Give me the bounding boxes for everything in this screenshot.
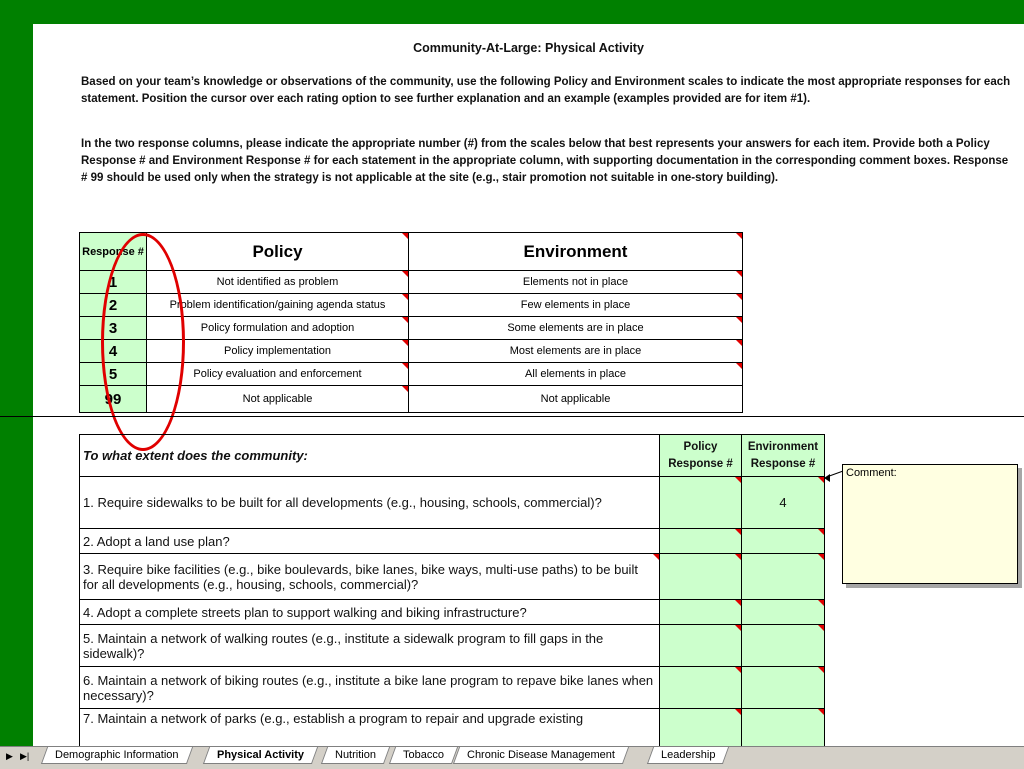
comment-indicator-icon	[818, 709, 824, 715]
questions-header[interactable]: To what extent does the community:	[80, 435, 660, 477]
scale-policy-cell[interactable]	[147, 294, 409, 317]
scale-policy-cell[interactable]	[147, 317, 409, 340]
policy-response-cell[interactable]	[660, 625, 742, 667]
question-cell[interactable]: 6. Maintain a network of biking routes (e.g., institute a bike lane program to repave bike lanes when necessary)?	[80, 667, 660, 709]
comment-indicator-icon	[735, 477, 741, 483]
scale-header-response[interactable]: Response #	[80, 233, 147, 271]
tab-label: Physical Activity	[217, 749, 305, 761]
scale-environment-text: Most elements are in place	[509, 345, 642, 357]
question-cell[interactable]: 4. Adopt a complete streets plan to support walking and biking infrastructure?	[80, 600, 660, 625]
comment-indicator-icon	[735, 554, 741, 560]
question-cell[interactable]: 7. Maintain a network of parks (e.g., establish a program to repair and upgrade existing	[80, 709, 660, 747]
policy-response-cell[interactable]	[660, 600, 742, 625]
scale-environment-text: Elements not in place	[522, 276, 629, 288]
comment-indicator-icon	[736, 294, 742, 300]
tab-label: Leadership	[661, 749, 716, 761]
policy-response-cell[interactable]	[660, 709, 742, 747]
frozen-pane-divider	[33, 416, 1024, 417]
scale-policy-cell[interactable]	[147, 340, 409, 363]
scale-environment-text: Few elements in place	[520, 299, 631, 311]
scale-policy-text: Policy evaluation and enforcement	[193, 368, 362, 380]
comment-indicator-icon	[735, 667, 741, 673]
scale-num-cell[interactable]: 5	[80, 363, 147, 386]
comment-indicator-icon	[736, 271, 742, 277]
comment-indicator-icon	[402, 317, 408, 323]
comment-indicator-icon	[735, 529, 741, 535]
comment-indicator-icon	[735, 625, 741, 631]
policy-response-cell[interactable]	[660, 477, 742, 529]
question-text: 3. Require bike facilities (e.g., bike boulevards, bike lanes, bike ways, multi-use paths) to be built for all developments (e.g., housing, schools, commercial)?	[83, 561, 638, 592]
scale-policy-cell[interactable]	[147, 386, 409, 413]
comment-label: Comment:	[846, 467, 897, 479]
tab-demographic-information[interactable]	[41, 747, 193, 764]
comment-indicator-icon	[818, 600, 824, 606]
comment-indicator-icon	[735, 709, 741, 715]
comment-indicator-icon	[735, 600, 741, 606]
scale-policy-cell[interactable]	[147, 363, 409, 386]
comment-indicator-icon	[818, 625, 824, 631]
tab-tobacco[interactable]	[389, 747, 458, 764]
scale-environment-cell[interactable]: Not applicable	[409, 386, 743, 413]
scale-environment-cell[interactable]	[409, 340, 743, 363]
frozen-pane-divider-left	[0, 416, 33, 417]
last-sheet-icon[interactable]: ▶|	[20, 751, 30, 761]
tab-physical-activity[interactable]	[203, 747, 318, 764]
scale-header-environment[interactable]	[409, 233, 743, 271]
scale-header-policy[interactable]	[147, 233, 409, 271]
scale-policy-text: Policy implementation	[224, 345, 331, 357]
comment-indicator-icon	[402, 340, 408, 346]
tab-label: Nutrition	[335, 749, 376, 761]
page-title: Community-At-Large: Physical Activity	[413, 41, 644, 55]
next-sheet-icon[interactable]: ▶	[6, 751, 13, 761]
scale-num-cell[interactable]: 4	[80, 340, 147, 363]
comment-indicator-icon	[736, 340, 742, 346]
environment-response-cell[interactable]	[742, 554, 825, 600]
question-cell[interactable]: 2. Adopt a land use plan?	[80, 529, 660, 554]
scale-header-environment-label: Environment	[523, 241, 628, 261]
comment-indicator-icon	[736, 363, 742, 369]
environment-response-cell[interactable]	[742, 529, 825, 554]
tab-chronic-disease-management[interactable]	[453, 747, 629, 764]
scale-policy-text: Problem identification/gaining agenda status	[169, 299, 386, 311]
scale-environment-text: All elements in place	[525, 368, 626, 380]
question-cell[interactable]: 1. Require sidewalks to be built for all developments (e.g., housing, schools, commercial)?	[80, 477, 660, 529]
comment-indicator-icon	[402, 271, 408, 277]
question-cell[interactable]: 5. Maintain a network of walking routes (e.g., institute a sidewalk program to fill gaps in the sidewalk)?	[80, 625, 660, 667]
comment-indicator-icon	[736, 233, 742, 239]
environment-response-cell[interactable]	[742, 600, 825, 625]
environment-response-cell[interactable]	[742, 667, 825, 709]
instructions-paragraph-1: Based on your team’s knowledge or observations of the community, use the following Policy and Environment scales to indicate the most appropriate responses for each statement. Position the cursor over each rating option to see further explanation and an example (examples provided are for item #1).	[81, 76, 1011, 105]
comment-indicator-icon	[653, 554, 659, 560]
environment-response-header[interactable]: Environment Response #	[742, 435, 825, 477]
tab-leadership[interactable]	[647, 747, 730, 764]
questions-table	[79, 434, 825, 746]
comment-pointer-arrow-icon	[824, 474, 830, 482]
scale-num-cell[interactable]: 1	[80, 271, 147, 294]
scale-header-policy-label: Policy	[252, 241, 303, 261]
environment-response-value: 4	[779, 495, 787, 510]
question-cell[interactable]	[80, 554, 660, 600]
scale-policy-text: Policy formulation and adoption	[200, 322, 355, 334]
comment-indicator-icon	[818, 529, 824, 535]
scale-environment-cell[interactable]	[409, 271, 743, 294]
scale-policy-text: Not applicable	[242, 393, 313, 405]
policy-response-cell[interactable]	[660, 667, 742, 709]
tab-label: Tobacco	[403, 749, 444, 761]
sheet-tab-bar	[0, 746, 1024, 769]
comment-indicator-icon	[818, 554, 824, 560]
scale-environment-cell[interactable]	[409, 294, 743, 317]
scale-environment-cell[interactable]	[409, 363, 743, 386]
tab-nutrition[interactable]	[321, 747, 390, 764]
tab-label: Chronic Disease Management	[467, 749, 615, 761]
environment-response-cell[interactable]	[742, 709, 825, 747]
comment-indicator-icon	[402, 233, 408, 239]
scale-policy-cell[interactable]	[147, 271, 409, 294]
policy-response-header[interactable]: Policy Response #	[660, 435, 742, 477]
comment-box[interactable]	[842, 464, 1018, 584]
comment-indicator-icon	[402, 386, 408, 392]
environment-response-cell[interactable]	[742, 477, 825, 529]
comment-indicator-icon	[818, 667, 824, 673]
comment-indicator-icon	[736, 317, 742, 323]
highlight-oval-annotation	[101, 233, 185, 451]
environment-response-cell[interactable]	[742, 625, 825, 667]
comment-indicator-icon	[402, 294, 408, 300]
scale-num-cell[interactable]: 3	[80, 317, 147, 340]
scale-policy-text: Not identified as problem	[216, 276, 339, 288]
scale-environment-cell[interactable]	[409, 317, 743, 340]
worksheet	[33, 24, 1024, 746]
instructions-paragraph-2: In the two response columns, please indicate the appropriate number (#) from the scales below that best represents your answers for each item. Provide both a Policy Response # and Environment Response # for each statement in the appropriate column, with supporting documentation in the corresponding comment boxes. Response # 99 should be used only when the strategy is not applicable at the site (e.g., stair promotion not suitable in one-story building).	[81, 138, 1009, 184]
policy-response-cell[interactable]	[660, 529, 742, 554]
scale-environment-text: Some elements are in place	[507, 322, 644, 334]
tab-label: Demographic Information	[55, 749, 179, 761]
policy-response-cell[interactable]	[660, 554, 742, 600]
comment-indicator-icon	[402, 363, 408, 369]
scale-num-cell[interactable]: 99	[80, 386, 147, 413]
scale-num-cell[interactable]: 2	[80, 294, 147, 317]
